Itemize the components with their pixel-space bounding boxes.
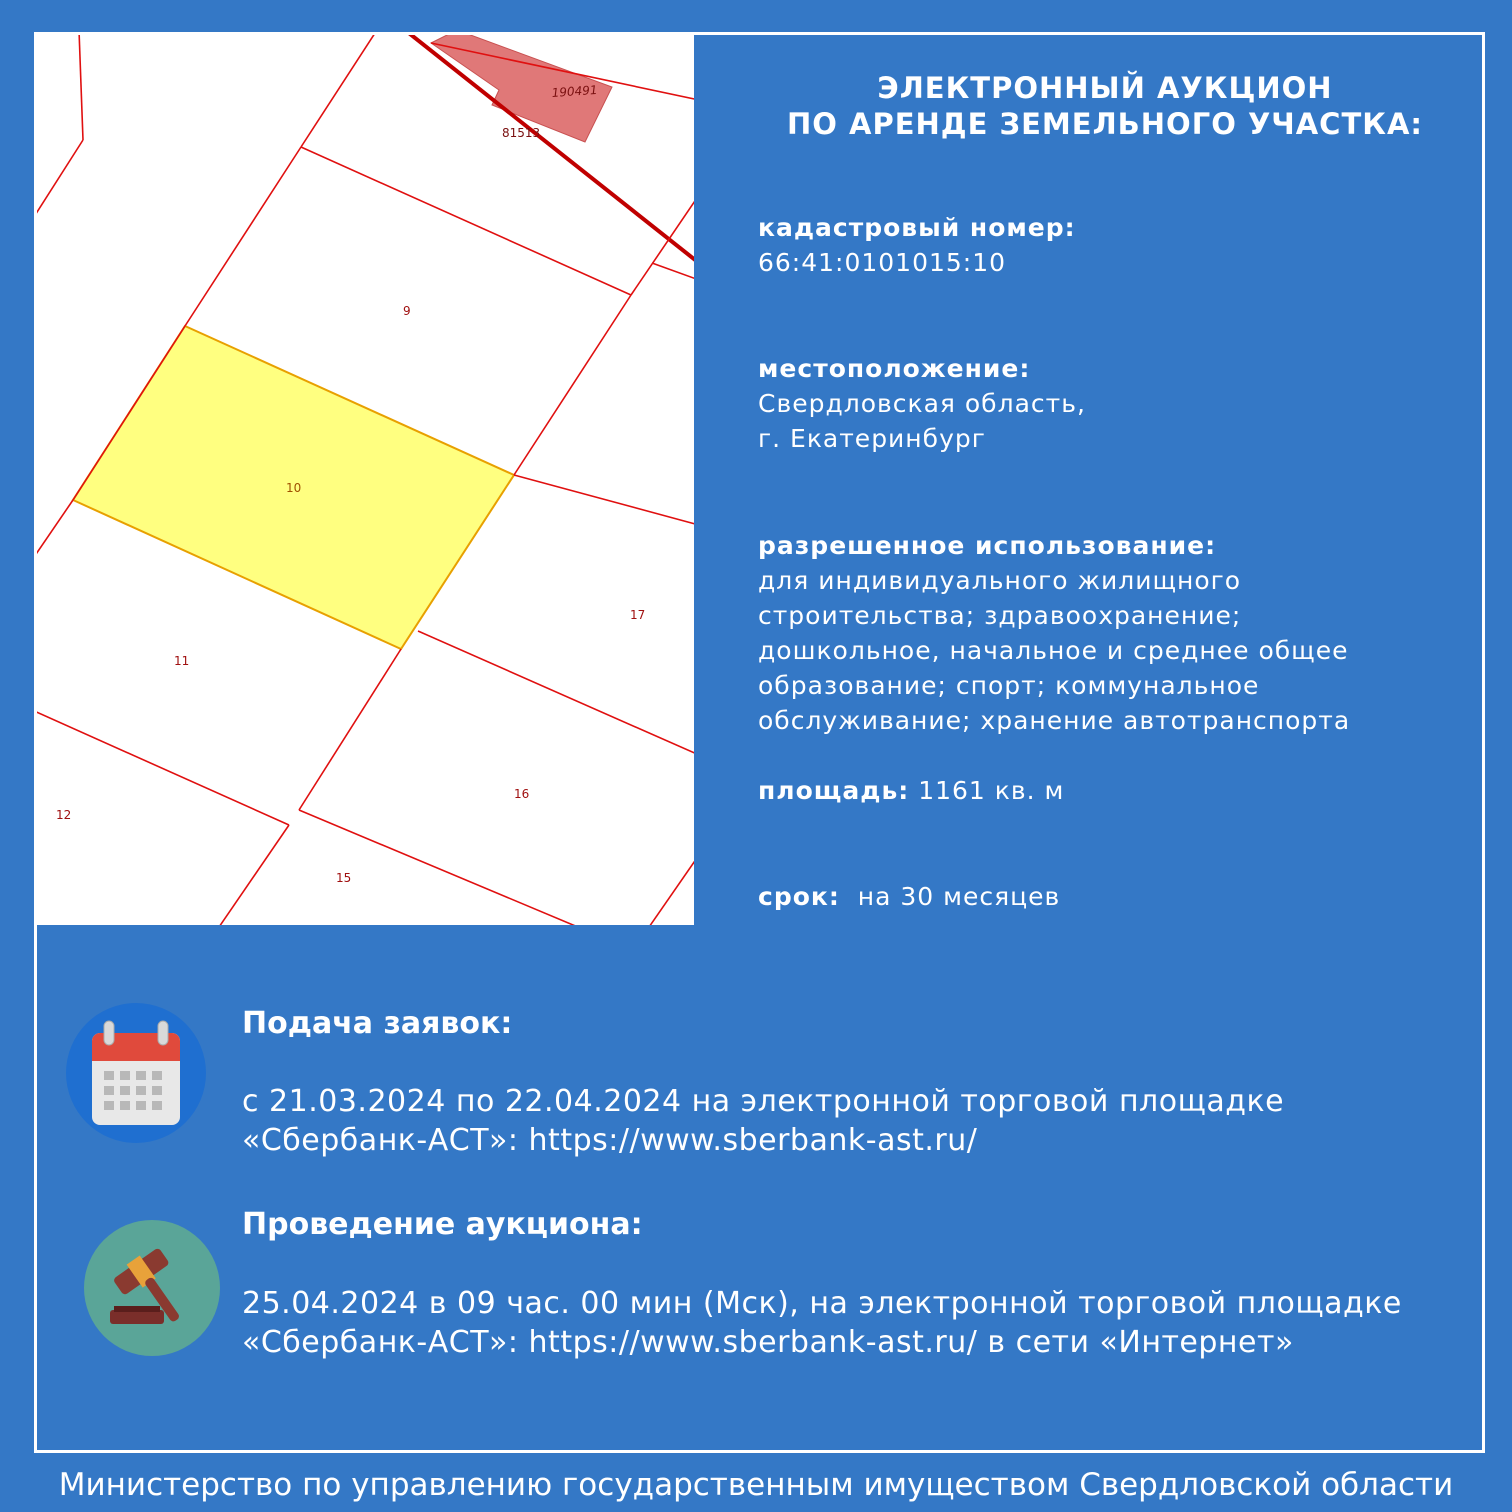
gavel-icon <box>84 1220 220 1356</box>
plot-9-label: 9 <box>403 304 411 318</box>
location-line-2: г. Екатеринбург <box>758 424 986 453</box>
auction-line-2: «Сбербанк-АСТ»: https://www.sberbank-ast.ru/ в сети «Интернет» <box>242 1325 1294 1360</box>
plot-11-label: 11 <box>174 654 190 668</box>
plot-17-label: 17 <box>630 608 646 622</box>
usage-line: строительства; здравоохранение; <box>758 601 1242 630</box>
usage-line: для индивидуального жилищного <box>758 566 1242 595</box>
footer-ministry: Министерство по управлению государственным имуществом Свердловской области <box>58 1467 1454 1503</box>
applications-line-1: с 21.03.2024 по 22.04.2024 на электронной торговой площадке <box>242 1084 1285 1119</box>
area-value: 1161 кв. м <box>918 776 1065 805</box>
cadastral-value: 66:41:0101015:10 <box>758 248 1007 277</box>
applications-text <box>242 1082 1482 1160</box>
applications-line-2: «Сбербанк-АСТ»: https://www.sberbank-ast.ru/ <box>242 1123 978 1158</box>
location-block <box>758 351 1086 456</box>
cadastral-block <box>758 210 1076 280</box>
title-line-1: ЭЛЕКТРОННЫЙ АУКЦИОН <box>877 71 1333 105</box>
area-label: площадь: <box>758 776 910 805</box>
location-line-1: Свердловская область, <box>758 389 1086 418</box>
usage-line: образование; спорт; коммунальное <box>758 671 1260 700</box>
cadastral-label: кадастровый номер: <box>758 213 1076 242</box>
auction-text <box>242 1284 1482 1362</box>
auction-heading: Проведение аукциона: <box>242 1207 643 1242</box>
plot-10-label: 10 <box>286 481 302 495</box>
usage-line: обслуживание; хранение автотранспорта <box>758 706 1351 735</box>
cadastral-map <box>37 35 694 925</box>
title-line-2: ПО АРЕНДЕ ЗЕМЕЛЬНОГО УЧАСТКА: <box>786 107 1423 141</box>
usage-block <box>758 528 1350 738</box>
location-label: местоположение: <box>758 354 1031 383</box>
page-title <box>700 70 1510 142</box>
plot-81513-label: 81513 <box>502 126 541 140</box>
plot-15-label: 15 <box>336 871 352 885</box>
term-value: на 30 месяцев <box>857 882 1061 911</box>
term-block <box>758 879 1060 914</box>
calendar-icon <box>66 1003 206 1143</box>
plot-12-label: 12 <box>56 808 72 822</box>
area-block <box>758 773 1064 808</box>
usage-label: разрешенное использование: <box>758 531 1217 560</box>
auction-line-1: 25.04.2024 в 09 час. 00 мин (Мск), на электронной торговой площадке <box>242 1286 1402 1321</box>
applications-heading: Подача заявок: <box>242 1006 513 1041</box>
building-label: 190491 <box>551 82 598 100</box>
map-drawing <box>37 35 694 925</box>
plot-16-label: 16 <box>514 787 530 801</box>
usage-line: дошкольное, начальное и среднее общее <box>758 636 1349 665</box>
term-label: срок: <box>758 882 840 911</box>
